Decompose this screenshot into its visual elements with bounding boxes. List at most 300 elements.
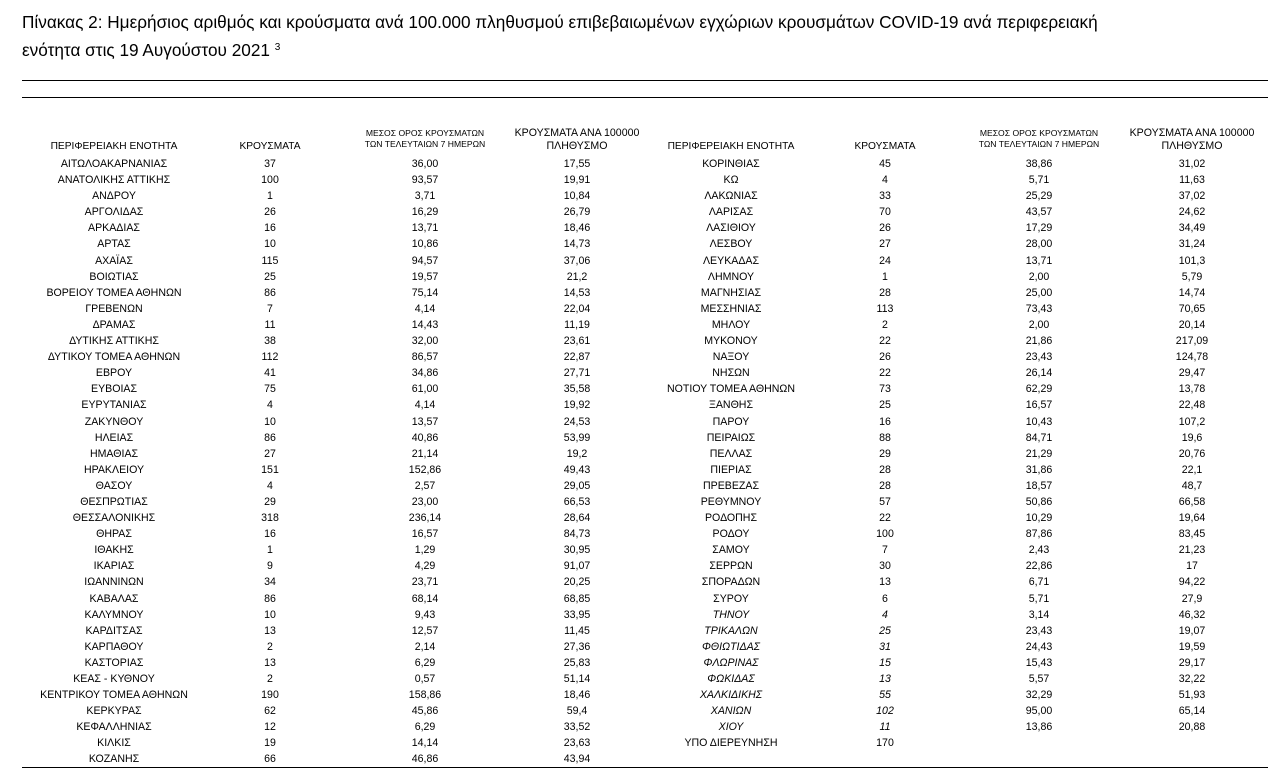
left-avg7-cell: 158,86: [408, 689, 442, 702]
left-avg7-cell: 3,71: [414, 190, 436, 203]
left-per100k-cell: 11,19: [564, 318, 590, 331]
left-per100k-cell: 11,45: [564, 624, 590, 637]
table-row: [0, 204, 1285, 220]
right-region-cell: ΤΗΝΟΥ: [712, 608, 750, 621]
left-region-cell: ΔΥΤΙΚΟΥ ΤΟΜΕΑ ΑΘΗΝΩΝ: [47, 351, 181, 364]
right-region-cell: ΦΛΩΡΙΝΑΣ: [703, 656, 759, 669]
left-per100k-cell: 14,73: [563, 238, 591, 251]
left-cases-cell: 4: [267, 479, 273, 492]
left-region-cell: ΚΑΣΤΟΡΙΑΣ: [84, 656, 144, 669]
left-per100k-cell: 22,87: [563, 351, 591, 364]
right-per100k-cell: 31,02: [1178, 158, 1206, 170]
left-region-cell: ΕΥΡΥΤΑΝΙΑΣ: [81, 399, 147, 412]
left-per100k-cell: 18,46: [563, 222, 591, 235]
right-region-cell: ΡΟΔΟΥ: [712, 528, 750, 541]
left-cases-cell: 29: [264, 495, 276, 508]
left-avg7-cell: 19,57: [411, 270, 439, 283]
table-row: [0, 719, 1285, 735]
right-avg7-cell: 84,71: [1025, 431, 1053, 444]
table-row: [0, 671, 1285, 687]
header-avg-right-1: ΜΕΣΟΣ ΟΡΟΣ ΚΡΟΥΣΜΑΤΩΝ: [979, 128, 1099, 138]
left-per100k-cell: 66,53: [563, 495, 591, 508]
right-avg7-cell: 22,86: [1025, 560, 1053, 573]
left-avg7-cell: 12,57: [411, 624, 439, 637]
right-region-cell: ΛΑΣΙΘΙΟΥ: [706, 222, 756, 235]
right-avg7-cell: 28,00: [1025, 238, 1053, 251]
header-cases-left: ΚΡΟΥΣΜΑΤΑ: [239, 141, 301, 152]
left-region-cell: ΚΙΛΚΙΣ: [97, 737, 131, 750]
left-cases-cell: 4: [267, 399, 273, 412]
left-avg7-cell: 4,14: [414, 302, 436, 315]
right-cases-cell: 102: [876, 705, 894, 718]
left-per100k-cell: 43,94: [563, 753, 591, 766]
right-cases-cell: 73: [879, 383, 891, 396]
header-avg-right-2: ΤΩΝ ΤΕΛΕΥΤΑΙΩΝ 7 ΗΜΕΡΩΝ: [978, 139, 1100, 149]
right-per100k-cell: 14,74: [1178, 286, 1206, 299]
table-row: [0, 446, 1285, 462]
left-region-cell: ΑΡΤΑΣ: [97, 238, 131, 251]
left-region-cell: ΑΡΚΑΔΙΑΣ: [88, 222, 140, 235]
right-per100k-cell: 37,02: [1178, 190, 1206, 203]
left-region-cell: ΗΛΕΙΑΣ: [94, 431, 134, 444]
right-avg7-cell: 26,14: [1025, 367, 1053, 380]
table-row: [0, 397, 1285, 413]
left-per100k-cell: 59,4: [566, 705, 588, 718]
right-region-cell: ΛΑΡΙΣΑΣ: [708, 206, 754, 219]
left-avg7-cell: 46,86: [411, 753, 439, 766]
right-per100k-cell: 46,32: [1178, 608, 1206, 621]
left-per100k-cell: 23,61: [563, 335, 591, 348]
right-cases-cell: 7: [882, 544, 888, 557]
table-row: [0, 188, 1285, 204]
right-per100k-cell: 34,49: [1178, 222, 1206, 235]
table-row: [0, 751, 1285, 767]
right-avg7-cell: 25,00: [1025, 286, 1053, 299]
right-per100k-cell: 17: [1186, 560, 1198, 573]
table-row: [0, 478, 1285, 494]
left-region-cell: ΑΧΑΪΑΣ: [95, 254, 133, 267]
right-region-cell: ΝΑΞΟΥ: [712, 351, 750, 364]
right-region-cell: ΣΑΜΟΥ: [712, 544, 750, 557]
left-cases-cell: 26: [264, 206, 276, 219]
table-row: [0, 703, 1285, 719]
left-cases-cell: 62: [264, 705, 276, 718]
left-cases-cell: 2: [267, 673, 273, 685]
right-cases-cell: 13: [879, 673, 891, 685]
right-region-cell: ΡΕΘΥΜΝΟΥ: [700, 495, 762, 508]
right-per100k-cell: 51,93: [1178, 689, 1206, 702]
table-row: [0, 623, 1285, 639]
right-avg7-cell: 38,86: [1025, 158, 1053, 170]
right-cases-cell: 113: [876, 302, 894, 315]
left-region-cell: ΔΥΤΙΚΗΣ ΑΤΤΙΚΗΣ: [69, 335, 159, 348]
left-region-cell: ΚΑΒΑΛΑΣ: [89, 592, 139, 605]
left-cases-cell: 16: [264, 528, 276, 541]
table-row: [0, 462, 1285, 478]
right-region-cell: ΚΟΡΙΝΘΙΑΣ: [702, 158, 760, 170]
left-per100k-cell: 51,14: [563, 673, 591, 685]
left-region-cell: ΘΕΣΣΑΛΟΝΙΚΗΣ: [72, 512, 156, 525]
left-per100k-cell: 27,71: [563, 367, 591, 380]
left-avg7-cell: 86,57: [411, 351, 439, 364]
left-cases-cell: 1: [267, 190, 273, 203]
right-cases-cell: 30: [879, 560, 891, 573]
header-avg-left-2: ΤΩΝ ΤΕΛΕΥΤΑΙΩΝ 7 ΗΜΕΡΩΝ: [364, 139, 486, 149]
right-cases-cell: 55: [879, 689, 891, 702]
left-region-cell: ΚΑΡΠΑΘΟΥ: [84, 640, 144, 653]
table-row: [0, 220, 1285, 236]
left-avg7-cell: 40,86: [411, 431, 439, 444]
right-per100k-cell: 66,58: [1178, 495, 1206, 508]
left-per100k-cell: 19,92: [563, 399, 591, 412]
right-cases-cell: 22: [879, 512, 891, 525]
left-region-cell: ΚΑΛΥΜΝΟΥ: [84, 608, 144, 621]
left-avg7-cell: 152,86: [408, 463, 442, 476]
left-avg7-cell: 21,14: [411, 447, 439, 460]
left-per100k-cell: 23,63: [563, 737, 591, 750]
left-region-cell: ΘΕΣΠΡΩΤΙΑΣ: [80, 495, 148, 508]
right-avg7-cell: 2,00: [1028, 318, 1050, 331]
table-caption: [22, 8, 1267, 64]
right-per100k-cell: 13,78: [1178, 383, 1206, 396]
right-avg7-cell: 95,00: [1025, 705, 1053, 718]
right-per100k-cell: 21,23: [1178, 544, 1206, 557]
right-region-cell: ΛΕΥΚΑΔΑΣ: [702, 254, 760, 267]
right-avg7-cell: 87,86: [1025, 528, 1053, 541]
left-avg7-cell: 1,29: [414, 544, 436, 557]
left-cases-cell: 151: [261, 463, 279, 476]
left-avg7-cell: 13,57: [411, 415, 439, 428]
left-cases-cell: 10: [264, 238, 276, 251]
right-per100k-cell: 19,59: [1178, 640, 1206, 653]
table-row: [0, 542, 1285, 558]
left-cases-cell: 12: [264, 721, 276, 734]
right-region-cell: ΝΟΤΙΟΥ ΤΟΜΕΑ ΑΘΗΝΩΝ: [666, 383, 796, 396]
right-cases-cell: 25: [879, 399, 891, 412]
left-region-cell: ΘΗΡΑΣ: [96, 528, 132, 541]
right-cases-cell: 28: [879, 286, 891, 299]
right-region-cell: ΜΕΣΣΗΝΙΑΣ: [700, 302, 762, 315]
left-region-cell: ΔΡΑΜΑΣ: [92, 318, 136, 331]
left-region-cell: ΘΑΣΟΥ: [95, 479, 133, 492]
right-per100k-cell: 22,48: [1178, 399, 1206, 412]
right-per100k-cell: 22,1: [1181, 463, 1203, 476]
right-per100k-cell: 94,22: [1178, 576, 1206, 589]
left-cases-cell: 13: [264, 656, 276, 669]
left-per100k-cell: 25,83: [563, 656, 591, 669]
left-cases-cell: 11: [264, 318, 276, 331]
right-region-cell: ΧΑΛΚΙΔΙΚΗΣ: [699, 689, 763, 702]
footnote-marker: 3: [274, 42, 281, 53]
right-per100k-cell: 20,76: [1178, 447, 1206, 460]
right-region-cell: ΦΩΚΙΔΑΣ: [707, 673, 755, 685]
right-region-cell: ΤΡΙΚΑΛΩΝ: [704, 624, 758, 637]
right-per100k-cell: 20,88: [1178, 721, 1206, 734]
right-cases-cell: 4: [882, 174, 888, 187]
left-per100k-cell: 24,53: [563, 415, 591, 428]
right-region-cell: ΜΥΚΟΝΟΥ: [704, 335, 758, 348]
left-avg7-cell: 2,14: [414, 640, 436, 653]
right-per100k-cell: 32,22: [1178, 673, 1206, 685]
right-avg7-cell: 18,57: [1025, 479, 1053, 492]
left-region-cell: ΚΕΦΑΛΛΗΝΙΑΣ: [76, 721, 152, 734]
right-cases-cell: 88: [879, 431, 891, 444]
left-region-cell: ΕΒΡΟΥ: [95, 367, 133, 380]
right-per100k-cell: 5,79: [1181, 270, 1203, 283]
left-region-cell: ΑΝΑΤΟΛΙΚΗΣ ΑΤΤΙΚΗΣ: [57, 174, 171, 187]
left-region-cell: ΒΟΡΕΙΟΥ ΤΟΜΕΑ ΑΘΗΝΩΝ: [46, 286, 182, 299]
right-cases-cell: 31: [879, 640, 891, 653]
left-per100k-cell: 22,04: [563, 302, 591, 315]
header-per100k-right-2: ΠΛΗΘΥΣΜΟ: [1161, 140, 1223, 152]
right-cases-cell: 6: [882, 592, 888, 605]
table-row: [0, 253, 1285, 269]
left-per100k-cell: 27,36: [563, 640, 591, 653]
left-cases-cell: 86: [264, 431, 276, 444]
table-row: [0, 317, 1285, 333]
left-per100k-cell: 19,91: [563, 174, 591, 187]
right-cases-cell: 29: [879, 447, 891, 460]
right-region-cell: ΠΑΡΟΥ: [712, 415, 750, 428]
left-avg7-cell: 2,57: [414, 479, 436, 492]
right-per100k-cell: 19,07: [1178, 624, 1206, 637]
right-per100k-cell: 107,2: [1178, 415, 1206, 428]
left-cases-cell: 100: [261, 174, 279, 187]
table-row: [0, 607, 1285, 623]
left-cases-cell: 86: [264, 286, 276, 299]
left-cases-cell: 41: [264, 367, 276, 380]
left-region-cell: ΚΕΝΤΡΙΚΟΥ ΤΟΜΕΑ ΑΘΗΝΩΝ: [40, 689, 188, 702]
left-cases-cell: 7: [267, 302, 273, 315]
right-region-cell: ΣΥΡΟΥ: [713, 592, 749, 605]
left-cases-cell: 13: [264, 624, 276, 637]
right-per100k-cell: 101,3: [1178, 254, 1206, 267]
right-region-cell: ΛΕΣΒΟΥ: [709, 238, 753, 251]
right-region-cell: ΛΗΜΝΟΥ: [707, 270, 755, 283]
left-region-cell: ΚΟΖΑΝΗΣ: [88, 753, 140, 766]
table-row: [0, 236, 1285, 252]
right-per100k-cell: 11,63: [1179, 174, 1205, 187]
right-avg7-cell: 13,86: [1025, 721, 1053, 734]
right-cases-cell: 57: [879, 495, 891, 508]
table-row: [0, 655, 1285, 671]
left-region-cell: ΙΚΑΡΙΑΣ: [93, 560, 135, 573]
right-per100k-cell: 29,17: [1178, 656, 1206, 669]
left-per100k-cell: 91,07: [563, 560, 591, 573]
header-region-right: ΠΕΡΙΦΕΡΕΙΑΚΗ ΕΝΟΤΗΤΑ: [667, 141, 795, 152]
right-cases-cell: 70: [879, 206, 891, 219]
right-avg7-cell: 23,43: [1025, 624, 1053, 637]
left-avg7-cell: 4,29: [414, 560, 436, 573]
left-avg7-cell: 236,14: [408, 512, 442, 525]
right-cases-cell: 24: [879, 254, 891, 267]
left-cases-cell: 190: [261, 689, 279, 702]
table-row: [0, 381, 1285, 397]
left-per100k-cell: 17,55: [563, 158, 591, 170]
table-row: [0, 687, 1285, 703]
right-avg7-cell: 5,71: [1028, 174, 1050, 187]
header-region-left: ΠΕΡΙΦΕΡΕΙΑΚΗ ΕΝΟΤΗΤΑ: [50, 141, 178, 152]
header-cases-right: ΚΡΟΥΣΜΑΤΑ: [854, 141, 916, 152]
caption-date: ενότητα στις 19 Αυγούστου 2021: [22, 40, 270, 60]
left-cases-cell: 86: [264, 592, 276, 605]
left-cases-cell: 10: [264, 415, 276, 428]
left-cases-cell: 27: [264, 447, 276, 460]
left-avg7-cell: 23,00: [411, 495, 439, 508]
left-per100k-cell: 14,53: [563, 286, 591, 299]
table-row: [0, 333, 1285, 349]
left-per100k-cell: 33,95: [563, 608, 591, 621]
right-avg7-cell: 73,43: [1025, 302, 1053, 315]
left-region-cell: ΑΡΓΟΛΙΔΑΣ: [84, 206, 144, 219]
right-cases-cell: 26: [879, 351, 891, 364]
left-cases-cell: 318: [261, 512, 279, 525]
right-avg7-cell: 17,29: [1025, 222, 1053, 235]
left-region-cell: ΑΝΔΡΟΥ: [92, 190, 136, 203]
right-cases-cell: 27: [879, 238, 891, 251]
right-per100k-cell: 65,14: [1178, 705, 1206, 718]
left-avg7-cell: 34,86: [411, 367, 439, 380]
left-region-cell: ΗΡΑΚΛΕΙΟΥ: [83, 463, 145, 476]
right-region-cell: ΡΟΔΟΠΗΣ: [704, 512, 758, 525]
right-per100k-cell: 27,9: [1181, 592, 1203, 605]
right-region-cell: ΠΕΙΡΑΙΩΣ: [706, 431, 756, 444]
left-avg7-cell: 36,00: [411, 158, 439, 170]
left-per100k-cell: 68,85: [563, 592, 591, 605]
right-region-cell: ΥΠΟ ΔΙΕΡΕΥΝΗΣΗ: [684, 737, 778, 750]
right-region-cell: ΠΙΕΡΙΑΣ: [710, 463, 752, 476]
right-cases-cell: 22: [879, 367, 891, 380]
right-cases-cell: 28: [879, 479, 891, 492]
right-cases-cell: 16: [879, 415, 891, 428]
right-avg7-cell: 13,71: [1025, 254, 1053, 267]
left-avg7-cell: 16,29: [411, 206, 439, 219]
left-per100k-cell: 30,95: [563, 544, 591, 557]
right-cases-cell: 45: [879, 158, 891, 170]
right-region-cell: ΚΩ: [723, 174, 739, 187]
right-avg7-cell: 3,14: [1028, 608, 1050, 621]
table-row: [0, 558, 1285, 574]
left-per100k-cell: 33,52: [563, 721, 591, 734]
left-cases-cell: 25: [264, 270, 276, 283]
right-avg7-cell: 16,57: [1025, 399, 1053, 412]
right-per100k-cell: 48,7: [1181, 479, 1203, 492]
right-avg7-cell: 6,71: [1028, 576, 1050, 589]
table-row: [0, 172, 1285, 188]
left-region-cell: ΙΩΑΝΝΙΝΩΝ: [84, 576, 144, 589]
left-avg7-cell: 68,14: [411, 592, 439, 605]
table-row: [0, 526, 1285, 542]
right-avg7-cell: 21,29: [1025, 447, 1053, 460]
right-region-cell: ΧΑΝΙΩΝ: [710, 705, 752, 718]
left-per100k-cell: 26,79: [563, 206, 591, 219]
left-avg7-cell: 6,29: [414, 721, 436, 734]
right-region-cell: ΞΑΝΘΗΣ: [708, 399, 754, 412]
left-cases-cell: 10: [264, 608, 276, 621]
left-region-cell: ΚΕΑΣ - ΚΥΘΝΟΥ: [73, 673, 155, 685]
left-region-cell: ΒΟΙΩΤΙΑΣ: [89, 270, 139, 283]
right-per100k-cell: 83,45: [1178, 528, 1206, 541]
right-avg7-cell: 10,43: [1025, 415, 1053, 428]
left-avg7-cell: 16,57: [411, 528, 439, 541]
right-avg7-cell: 21,86: [1025, 335, 1053, 348]
right-avg7-cell: 2,00: [1028, 270, 1050, 283]
left-avg7-cell: 94,57: [411, 254, 439, 267]
right-cases-cell: 33: [879, 190, 891, 203]
left-region-cell: ΓΡΕΒΕΝΩΝ: [85, 302, 143, 315]
left-avg7-cell: 14,14: [411, 737, 439, 750]
header-per100k-left-2: ΠΛΗΘΥΣΜΟ: [546, 140, 608, 152]
right-cases-cell: 2: [882, 318, 888, 331]
data-table-body: [0, 156, 1285, 768]
right-per100k-cell: 70,65: [1178, 302, 1206, 315]
right-cases-cell: 100: [876, 528, 894, 541]
table-row: [0, 735, 1285, 751]
left-region-cell: ΕΥΒΟΙΑΣ: [91, 383, 137, 396]
right-cases-cell: 28: [879, 463, 891, 476]
right-avg7-cell: 2,43: [1028, 544, 1050, 557]
left-avg7-cell: 6,29: [414, 656, 436, 669]
table-row: [0, 301, 1285, 317]
left-per100k-cell: 37,06: [563, 254, 591, 267]
right-avg7-cell: 24,43: [1025, 640, 1053, 653]
header-per100k-right-1: ΚΡΟΥΣΜΑΤΑ ΑΝΑ 100000: [1129, 127, 1255, 139]
table-row: [0, 639, 1285, 655]
table-row: [0, 269, 1285, 285]
left-cases-cell: 75: [264, 383, 276, 396]
left-cases-cell: 112: [261, 351, 279, 364]
left-cases-cell: 38: [264, 335, 276, 348]
left-per100k-cell: 84,73: [563, 528, 591, 541]
second-rule: [22, 97, 1268, 98]
right-region-cell: ΛΑΚΩΝΙΑΣ: [704, 190, 758, 203]
right-per100k-cell: 24,62: [1178, 206, 1206, 219]
right-avg7-cell: 5,71: [1028, 592, 1050, 605]
table-row: [0, 494, 1285, 510]
right-avg7-cell: 25,29: [1025, 190, 1053, 203]
table-row: [0, 510, 1285, 526]
left-avg7-cell: 10,86: [411, 238, 439, 251]
right-avg7-cell: 50,86: [1025, 495, 1053, 508]
left-region-cell: ΗΜΑΘΙΑΣ: [89, 447, 139, 460]
right-per100k-cell: 31,24: [1178, 238, 1206, 251]
left-region-cell: ΚΕΡΚΥΡΑΣ: [86, 705, 142, 718]
left-per100k-cell: 19,2: [566, 447, 588, 460]
left-cases-cell: 19: [264, 737, 276, 750]
table-row: [0, 430, 1285, 446]
left-avg7-cell: 93,57: [411, 174, 439, 187]
left-region-cell: ΑΙΤΩΛΟΑΚΑΡΝΑΝΙΑΣ: [60, 158, 168, 170]
left-per100k-cell: 28,64: [563, 512, 591, 525]
right-avg7-cell: 43,57: [1025, 206, 1053, 219]
left-per100k-cell: 18,46: [563, 689, 591, 702]
left-cases-cell: 115: [261, 254, 279, 267]
right-region-cell: ΧΙΟΥ: [718, 721, 744, 734]
left-per100k-cell: 29,05: [563, 479, 591, 492]
table-row: [0, 591, 1285, 607]
table-row: [0, 365, 1285, 381]
header-per100k-left-1: ΚΡΟΥΣΜΑΤΑ ΑΝΑ 100000: [514, 127, 640, 139]
right-region-cell: ΠΡΕΒΕΖΑΣ: [703, 479, 759, 492]
right-per100k-cell: 217,09: [1175, 335, 1209, 348]
left-cases-cell: 66: [264, 753, 276, 766]
right-avg7-cell: 32,29: [1025, 689, 1053, 702]
right-cases-cell: 15: [879, 656, 891, 669]
right-avg7-cell: 23,43: [1025, 351, 1053, 364]
table-row: [0, 156, 1285, 172]
right-cases-cell: 170: [876, 737, 894, 750]
left-cases-cell: 16: [264, 222, 276, 235]
